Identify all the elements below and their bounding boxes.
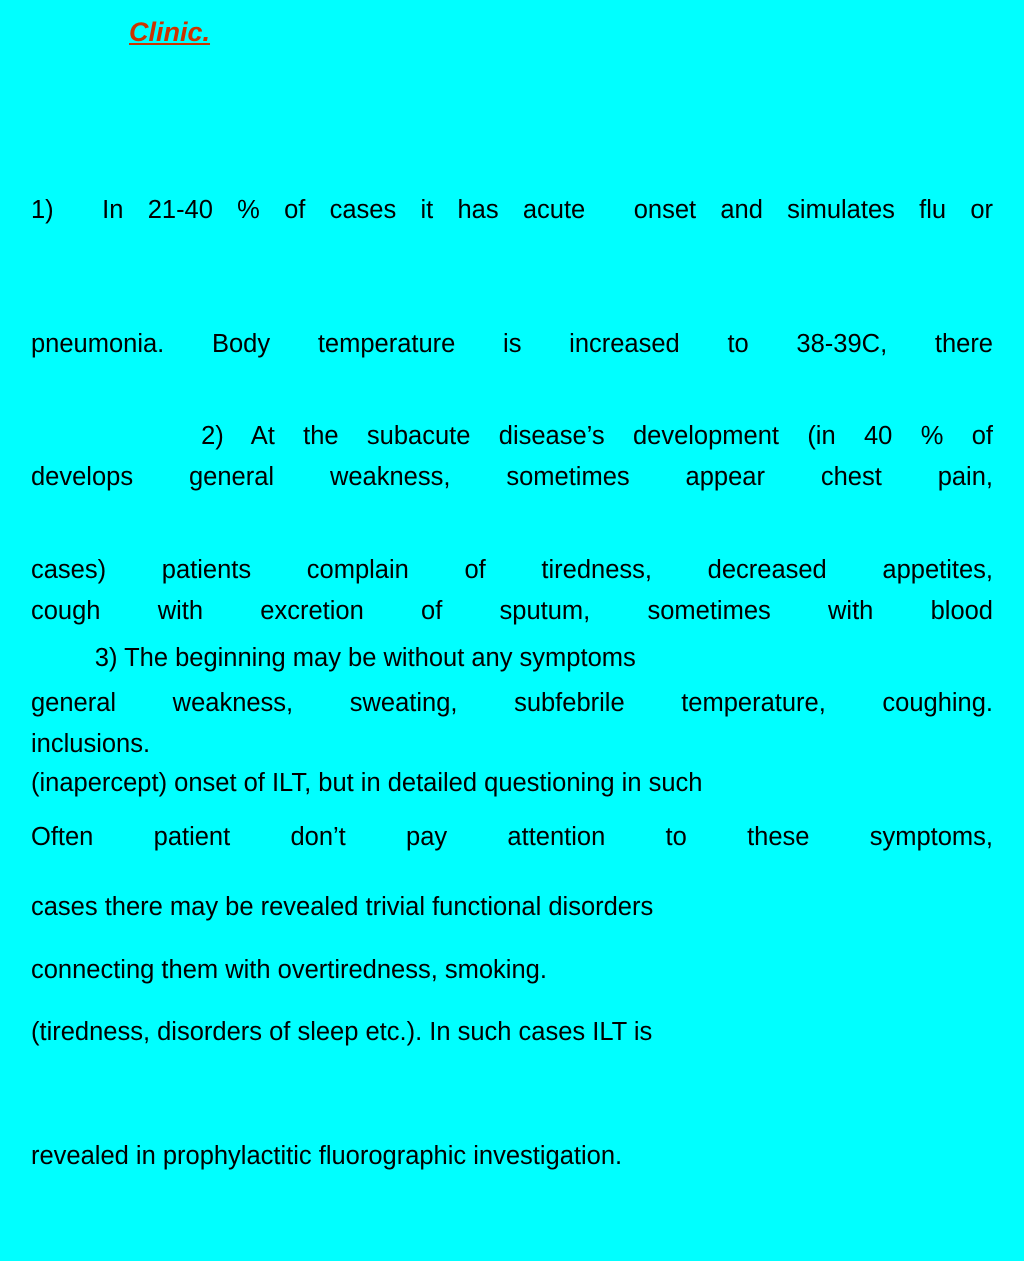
paragraph-3 (31, 555, 993, 1261)
slide-title: Clinic. (129, 17, 211, 47)
paragraph-line: inclusions. (31, 730, 151, 758)
paragraph-line: revealed in prophylactitic fluorographic investigation. (31, 1142, 623, 1170)
paragraph-line: 1) In 21-40 % of cases it has acute onset and simulates flu or (31, 196, 993, 224)
paragraph-line: cases there may be revealed trivial functional disorders (31, 893, 654, 921)
paragraph-line: Often patient don’t pay attention to these symptoms, (31, 822, 993, 851)
paragraph-line: (tiredness, disorders of sleep etc.). In such cases ILT is (31, 1017, 653, 1046)
paragraph-line: pneumonia. Body temperature is increased to 38-39C, there (31, 329, 993, 358)
paragraph-line: cough with excretion of sputum, sometimes with blood (31, 596, 993, 625)
paragraph-line: general weakness, sweating, subfebrile temperature, coughing. (31, 689, 993, 717)
paragraph-line: (inapercept) onset of ILT, but in detailed questioning in such (31, 768, 703, 797)
paragraph-line: develops general weakness, sometimes appear chest pain, (31, 463, 993, 491)
paragraph-line: 3) The beginning may be without any symptoms (31, 644, 636, 672)
paragraph-line: connecting them with overtiredness, smoking. (31, 956, 547, 984)
paragraph-line: 2) At the subacute disease’s development (in 40 % of (31, 422, 993, 450)
paragraph-line: cases) patients complain of tiredness, decreased appetites, (31, 555, 993, 584)
